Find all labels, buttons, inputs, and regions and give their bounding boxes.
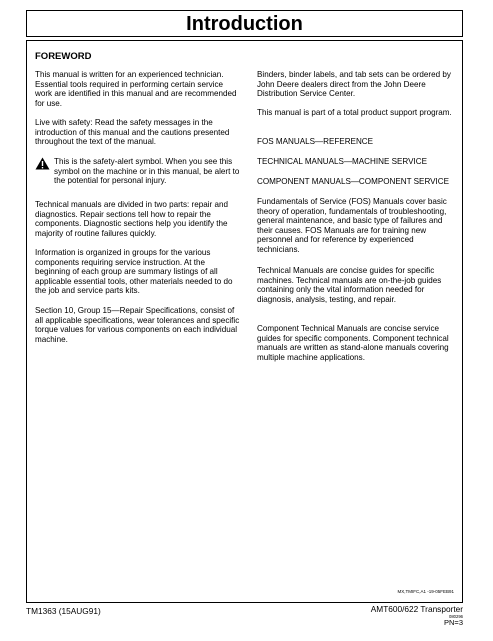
section-heading: FOREWORD <box>35 51 92 62</box>
paragraph: Information is organized in groups for the various components requiring service instruction. At the beginning of each group are summary listings of all applicable essential tools, other materials needed to do the job and service parts kits. <box>35 248 233 296</box>
safety-alert-block <box>35 157 240 186</box>
safety-alert-text: This is the safety-alert symbol. When you see this symbol on the machine or in this manual, be alert to the potential for personal injury. <box>54 157 240 186</box>
paragraph: Live with safety: Read the safety messages in the introduction of this manual and the cautions presented throughout the text of the manual. <box>35 118 230 147</box>
document-code: MX,TMIFC,A1 -19-05FEB91 <box>397 589 454 594</box>
paragraph: This manual is written for an experienced technician. Essential tools required in performing certain service work are identified in this manual and are recommended for use. <box>35 70 237 108</box>
list-item: FOS MANUALS—REFERENCE <box>257 137 374 146</box>
paragraph: Binders, binder labels, and tab sets can be ordered by John Deere dealers direct from the John Deere Distribution Service Center. <box>257 70 451 99</box>
footer-manual-id: TM1363 (15AUG91) <box>26 606 101 616</box>
list-item: COMPONENT MANUALS—COMPONENT SERVICE <box>257 177 450 186</box>
page-number: PN=3 <box>444 618 463 627</box>
footer-machine-name: AMT600/622 Transporter <box>370 604 463 614</box>
paragraph: Technical manuals are divided in two parts: repair and diagnostics. Repair sections tell how to repair the components. Diagnostic sections help you identify the majority of routine failures quickly. <box>35 200 229 238</box>
safety-alert-icon <box>35 157 50 170</box>
paragraph: Component Technical Manuals are concise service guides for specific components. Component technical manuals are written as stand-alone manuals covering multiple machine applications. <box>257 324 449 362</box>
list-item: TECHNICAL MANUALS—MACHINE SERVICE <box>257 157 428 166</box>
paragraph: This manual is part of a total product support program. <box>257 108 452 117</box>
paragraph: Technical Manuals are concise guides for specific machines. Technical manuals are on-the-job guides containing only the vital information needed for diagnosis, analysis, testing, and repair. <box>257 266 442 304</box>
page-title-box <box>26 10 463 37</box>
paragraph: Fundamentals of Service (FOS) Manuals cover basic theory of operation, fundamentals of troubleshooting, general maintenance, and basic type of failures and their causes. FOS Manuals are for training new personnel and for reference by experienced technicians. <box>257 197 447 254</box>
footer-right <box>371 604 463 627</box>
paragraph: Section 10, Group 15—Repair Specifications, consist of all applicable specifications, wear tolerances and specific torque values for various components on each individual machine. <box>35 306 240 344</box>
content-box <box>26 40 463 603</box>
footer-small-code: 080296 <box>449 614 463 619</box>
page-title: Introduction <box>186 12 303 35</box>
